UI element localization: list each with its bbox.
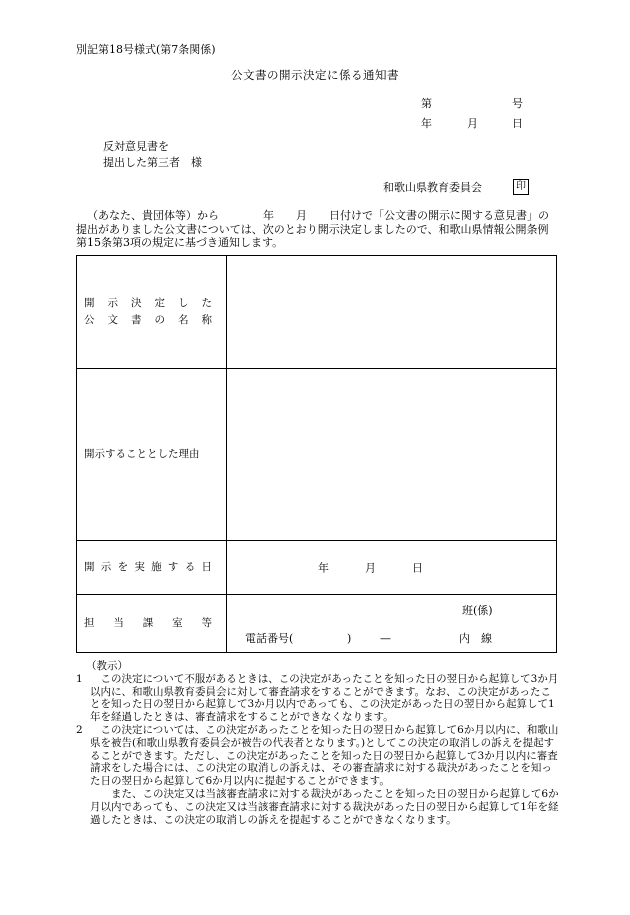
phone-close-paren: )	[347, 632, 352, 645]
section-label: 班(係)	[462, 604, 493, 617]
document-name-label-char: 公	[84, 314, 95, 326]
number-suffix: 号	[512, 97, 523, 110]
addressee-line1: 反対意見書を	[103, 140, 169, 153]
document-name-label-char: 名	[178, 314, 189, 326]
note-number: 1	[76, 672, 83, 685]
note-text: この決定について不服があるときは、この決定があったことを知った日の翌日から起算して3か月以内に、和歌山県教育委員会に対して審査請求をすることができます。なお、この決定があったことを知った日の翌日から起算して3か月以内であっても、この決定があった日の翌日から起算して1年を経過したときは、審査請求をすることができなくなります。	[90, 672, 559, 724]
intro-paragraph: （あなた、貴団体等）から 年 月 日付けで「公文書の開示に関する意見書」の提出がありました公文書については、次のとおり開示決定しましたので、和歌山県情報公開条例第15条第3項の規定に基づき通知します。	[76, 209, 549, 249]
department-label-char: 担	[84, 617, 95, 629]
sender-name: 和歌山県教育委員会	[383, 181, 482, 194]
reason-field[interactable]	[227, 369, 557, 541]
document-name-label-char: 称	[201, 314, 212, 326]
document-name-label-char: た	[201, 297, 212, 309]
extension-label: 内 線	[459, 632, 492, 645]
number-prefix: 第	[421, 97, 432, 110]
document-name-label	[77, 256, 227, 369]
department-label-char: 室	[172, 617, 183, 629]
phone-dash: —	[380, 632, 391, 645]
disclosure-date-label-char: 施	[151, 561, 162, 573]
department-label-char: 当	[113, 617, 124, 629]
table-row	[77, 256, 557, 369]
disclosure-date-label-char: 実	[134, 561, 145, 573]
document-name-label-char: し	[178, 297, 189, 309]
seal-stamp: 印	[513, 179, 529, 195]
disclosure-date-field[interactable]	[227, 541, 557, 595]
addressee-line2: 提出した第三者 様	[103, 156, 202, 169]
document-name-label-char: 書	[131, 314, 142, 326]
document-name-label-char: 定	[154, 297, 165, 309]
document-name-field[interactable]	[227, 256, 557, 369]
note-item-2	[74, 724, 559, 788]
table-row	[77, 369, 557, 541]
disclosure-table	[76, 255, 557, 653]
issue-month-label: 月	[467, 117, 478, 130]
disclosure-day-label: 日	[412, 561, 423, 574]
note-item-1	[74, 673, 559, 724]
department-label	[77, 595, 227, 653]
department-label-char: 等	[201, 617, 212, 629]
disclosure-month-label: 月	[365, 561, 376, 574]
disclosure-date-label-char: 日	[201, 561, 212, 573]
phone-label: 電話番号(	[245, 632, 294, 645]
note-text: この決定については、この決定があったことを知った日の翌日から起算して6か月以内に、和歌山県を被告(和歌山県教育委員会が被告の代表者となります。)としてこの決定の取消しの訴えを提起することができます。ただし、この決定があったことを知った日の翌日から起算して3か月以内に審査請求をした場合には、この決定の取消しの訴えは、その審査請求に対する裁決があったことを知った日の翌日から起算して6か月以内に提起することができます。	[90, 723, 559, 788]
disclosure-year-label: 年	[318, 561, 329, 574]
document-name-label-char: 開	[84, 297, 95, 309]
disclosure-date-label-char: す	[167, 561, 179, 573]
table-row	[77, 541, 557, 595]
disclosure-date-label-char: を	[117, 561, 129, 573]
notes-heading: （教示）	[86, 660, 128, 672]
issue-day-label: 日	[512, 117, 523, 130]
disclosure-date-label	[77, 541, 227, 595]
issue-year-label: 年	[421, 117, 432, 130]
reason-label	[77, 369, 227, 541]
document-name-label-char: の	[154, 314, 165, 326]
department-field[interactable]	[227, 595, 557, 653]
note-number: 2	[76, 723, 83, 736]
document-name-label-char: 文	[107, 314, 118, 326]
disclosure-date-label-char: 開	[84, 561, 95, 573]
disclosure-date-label-char: 示	[100, 561, 112, 573]
table-row	[77, 595, 557, 653]
document-title: 公文書の開示決定に係る通知書	[231, 68, 399, 82]
reason-label-text: 開示することとした理由	[84, 448, 200, 460]
disclosure-date-label-char: る	[184, 561, 196, 573]
document-name-label-char: 決	[131, 297, 142, 309]
department-label-char: 課	[142, 617, 154, 629]
notes-section	[74, 660, 559, 826]
form-label: 別記第18号様式(第7条関係)	[76, 43, 216, 56]
note-item-2-para: また、この決定又は当該審査請求に対する裁決があったことを知った日の翌日から起算して6か月以内であっても、この決定又は当該審査請求に対する裁決があった日の翌日から起算して1年を経過したときは、この決定の取消しの訴えを提起することができなくなります。	[90, 787, 559, 826]
document-name-label-char: 示	[107, 297, 118, 309]
